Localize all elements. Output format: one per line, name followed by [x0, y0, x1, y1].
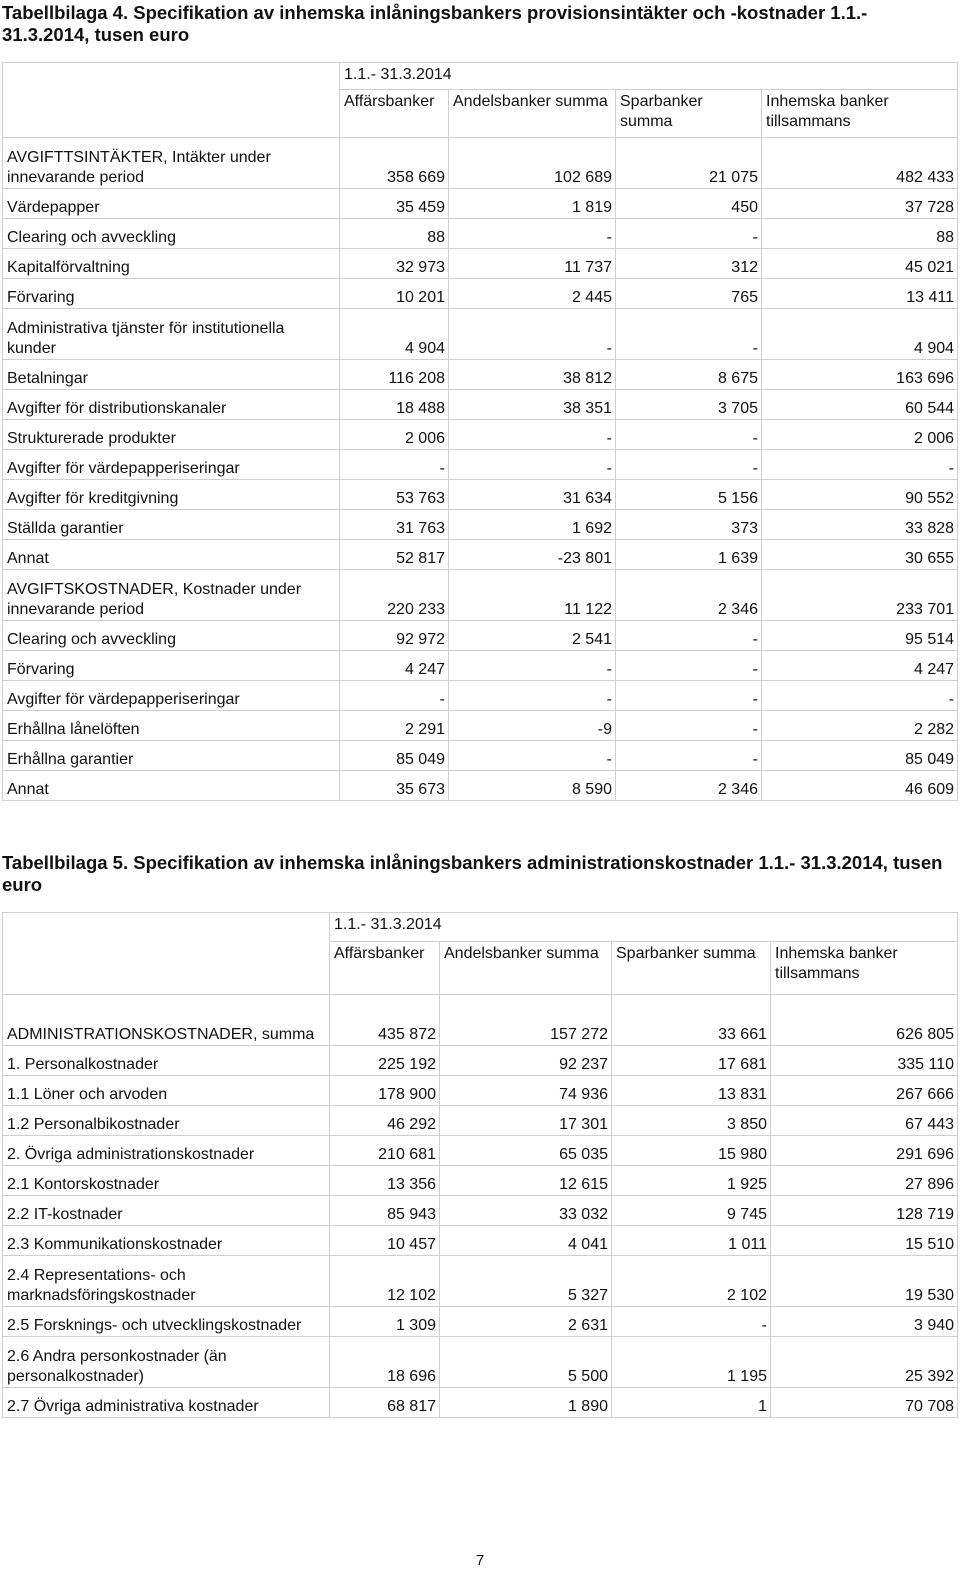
- row-label: 2.4 Representations- och marknadsföringskostnader: [3, 1256, 330, 1307]
- table-row: [3, 711, 958, 741]
- cell-value: 33 032: [440, 1196, 612, 1226]
- table-row: [3, 1136, 958, 1166]
- cell-value: 157 272: [440, 995, 612, 1046]
- cell-value: -: [449, 420, 616, 450]
- table-row: [3, 450, 958, 480]
- cell-value: 85 943: [330, 1196, 440, 1226]
- cell-value: 31 763: [340, 510, 449, 540]
- cell-value: -9: [449, 711, 616, 741]
- cell-value: 21 075: [616, 138, 762, 189]
- cell-value: 88: [762, 219, 958, 249]
- cell-value: 38 812: [449, 360, 616, 390]
- table-row: [3, 1166, 958, 1196]
- column-header: Andelsbanker summa: [449, 90, 616, 138]
- cell-value: 45 021: [762, 249, 958, 279]
- cell-value: 19 530: [771, 1256, 958, 1307]
- cell-value: 765: [616, 279, 762, 309]
- cell-value: -: [449, 741, 616, 771]
- row-label: Erhållna garantier: [3, 741, 340, 771]
- cell-value: 15 980: [612, 1136, 771, 1166]
- cell-value: 32 973: [340, 249, 449, 279]
- cell-value: 67 443: [771, 1106, 958, 1136]
- row-label: Ställda garantier: [3, 510, 340, 540]
- table-row: [3, 621, 958, 651]
- cell-value: 2 006: [340, 420, 449, 450]
- cell-value: 33 828: [762, 510, 958, 540]
- cell-value: 15 510: [771, 1226, 958, 1256]
- cell-value: 11 122: [449, 570, 616, 621]
- cell-value: 267 666: [771, 1076, 958, 1106]
- cell-value: 233 701: [762, 570, 958, 621]
- cell-value: 5 156: [616, 480, 762, 510]
- row-label: Kapitalförvaltning: [3, 249, 340, 279]
- row-label: AVGIFTTSINTÄKTER, Intäkter under innevarande period: [3, 138, 340, 189]
- row-label: ADMINISTRATIONSKOSTNADER, summa: [3, 995, 330, 1046]
- cell-value: 90 552: [762, 480, 958, 510]
- cell-value: 1: [612, 1388, 771, 1418]
- cell-value: 10 457: [330, 1226, 440, 1256]
- row-label: 2. Övriga administrationskostnader: [3, 1136, 330, 1166]
- row-label: AVGIFTSKOSTNADER, Kostnader under innevarande period: [3, 570, 340, 621]
- column-header: Inhemska banker tillsammans: [771, 942, 958, 995]
- cell-value: 4 904: [762, 309, 958, 360]
- cell-value: 2 631: [440, 1307, 612, 1337]
- row-label: Betalningar: [3, 360, 340, 390]
- column-header: Inhemska banker tillsammans: [762, 90, 958, 138]
- cell-value: 5 327: [440, 1256, 612, 1307]
- table-row: [3, 1046, 958, 1076]
- cell-value: 11 737: [449, 249, 616, 279]
- row-label: 2.2 IT-kostnader: [3, 1196, 330, 1226]
- cell-value: 220 233: [340, 570, 449, 621]
- cell-value: 68 817: [330, 1388, 440, 1418]
- cell-value: 2 445: [449, 279, 616, 309]
- column-header: Sparbanker summa: [612, 942, 771, 995]
- column-header: Affärsbanker: [330, 942, 440, 995]
- table-row: [3, 1337, 958, 1388]
- cell-value: 25 392: [771, 1337, 958, 1388]
- row-label: 1.1 Löner och arvoden: [3, 1076, 330, 1106]
- row-label: 1. Personalkostnader: [3, 1046, 330, 1076]
- row-label: 2.3 Kommunikationskostnader: [3, 1226, 330, 1256]
- cell-value: 17 301: [440, 1106, 612, 1136]
- cell-value: 4 041: [440, 1226, 612, 1256]
- cell-value: 85 049: [340, 741, 449, 771]
- cell-value: 9 745: [612, 1196, 771, 1226]
- cell-value: 31 634: [449, 480, 616, 510]
- cell-value: 3 940: [771, 1307, 958, 1337]
- cell-value: 2 291: [340, 711, 449, 741]
- cell-value: -: [616, 450, 762, 480]
- cell-value: 128 719: [771, 1196, 958, 1226]
- administration-costs-table: [2, 912, 958, 1418]
- cell-value: -: [449, 450, 616, 480]
- period-header: 1.1.- 31.3.2014: [340, 63, 958, 90]
- cell-value: 12 615: [440, 1166, 612, 1196]
- table-row: [3, 771, 958, 801]
- cell-value: -: [449, 219, 616, 249]
- cell-value: 102 689: [449, 138, 616, 189]
- cell-value: 18 488: [340, 390, 449, 420]
- table5-title: Tabellbilaga 5. Specifikation av inhemska inlåningsbankers administrationskostnader 1.1.- 31.3.2014, tusen euro: [2, 852, 943, 895]
- row-label: 2.1 Kontorskostnader: [3, 1166, 330, 1196]
- row-label: Avgifter för värdepapperiseringar: [3, 450, 340, 480]
- cell-value: 1 639: [616, 540, 762, 570]
- cell-value: 95 514: [762, 621, 958, 651]
- cell-value: 30 655: [762, 540, 958, 570]
- cell-value: -: [616, 219, 762, 249]
- row-label: Avgifter för distributionskanaler: [3, 390, 340, 420]
- table-row: [3, 510, 958, 540]
- cell-value: -: [449, 651, 616, 681]
- commission-table: [2, 62, 958, 801]
- cell-value: 312: [616, 249, 762, 279]
- table-row: [3, 279, 958, 309]
- cell-value: 4 247: [340, 651, 449, 681]
- cell-value: 38 351: [449, 390, 616, 420]
- table-row: [3, 189, 958, 219]
- table-row: [3, 138, 958, 189]
- cell-value: 2 006: [762, 420, 958, 450]
- cell-value: 1 925: [612, 1166, 771, 1196]
- column-header: Affärsbanker: [340, 90, 449, 138]
- cell-value: 626 805: [771, 995, 958, 1046]
- cell-value: 13 831: [612, 1076, 771, 1106]
- cell-value: 33 661: [612, 995, 771, 1046]
- cell-value: 13 411: [762, 279, 958, 309]
- row-label: Förvaring: [3, 279, 340, 309]
- cell-value: 70 708: [771, 1388, 958, 1418]
- table-row: [3, 651, 958, 681]
- cell-value: 2 102: [612, 1256, 771, 1307]
- table-row: [3, 1388, 958, 1418]
- row-label: Avgifter för värdepapperiseringar: [3, 681, 340, 711]
- table-row: [3, 1256, 958, 1307]
- cell-value: 1 011: [612, 1226, 771, 1256]
- table-row: [3, 681, 958, 711]
- cell-value: 92 972: [340, 621, 449, 651]
- cell-value: 1 309: [330, 1307, 440, 1337]
- table-row: [3, 249, 958, 279]
- cell-value: 37 728: [762, 189, 958, 219]
- cell-value: 18 696: [330, 1337, 440, 1388]
- cell-value: 60 544: [762, 390, 958, 420]
- cell-value: 1 890: [440, 1388, 612, 1418]
- cell-value: 1 195: [612, 1337, 771, 1388]
- header-corner-cell: [3, 63, 340, 138]
- cell-value: 2 282: [762, 711, 958, 741]
- cell-value: -: [340, 450, 449, 480]
- cell-value: 4 904: [340, 309, 449, 360]
- cell-value: 17 681: [612, 1046, 771, 1076]
- cell-value: 92 237: [440, 1046, 612, 1076]
- row-label: 2.5 Forsknings- och utvecklingskostnader: [3, 1307, 330, 1337]
- column-header: Sparbanker summa: [616, 90, 762, 138]
- cell-value: 35 673: [340, 771, 449, 801]
- cell-value: 178 900: [330, 1076, 440, 1106]
- row-label: Annat: [3, 540, 340, 570]
- cell-value: 450: [616, 189, 762, 219]
- cell-value: -: [762, 450, 958, 480]
- row-label: Förvaring: [3, 651, 340, 681]
- cell-value: 225 192: [330, 1046, 440, 1076]
- table-row: [3, 1307, 958, 1337]
- cell-value: 8 675: [616, 360, 762, 390]
- cell-value: 52 817: [340, 540, 449, 570]
- row-label: Erhållna lånelöften: [3, 711, 340, 741]
- cell-value: 10 201: [340, 279, 449, 309]
- cell-value: 5 500: [440, 1337, 612, 1388]
- table-row: [3, 219, 958, 249]
- row-label: Annat: [3, 771, 340, 801]
- row-label: 2.6 Andra personkostnader (än personalkostnader): [3, 1337, 330, 1388]
- table-row: [3, 995, 958, 1046]
- cell-value: 1 819: [449, 189, 616, 219]
- table-row: [3, 420, 958, 450]
- cell-value: -: [616, 651, 762, 681]
- cell-value: 74 936: [440, 1076, 612, 1106]
- row-label: Avgifter för kreditgivning: [3, 480, 340, 510]
- cell-value: -: [762, 681, 958, 711]
- cell-value: -: [449, 681, 616, 711]
- cell-value: -: [449, 309, 616, 360]
- table-row: [3, 309, 958, 360]
- table4-title: Tabellbilaga 4. Specifikation av inhemska inlåningsbankers provisionsintäkter och -kostnader 1.1.- 31.3.2014, tusen euro: [2, 2, 868, 45]
- cell-value: 335 110: [771, 1046, 958, 1076]
- column-header: Andelsbanker summa: [440, 942, 612, 995]
- table-row: [3, 741, 958, 771]
- table-row: [3, 480, 958, 510]
- row-label: Clearing och avveckling: [3, 621, 340, 651]
- cell-value: 3 705: [616, 390, 762, 420]
- cell-value: 2 541: [449, 621, 616, 651]
- cell-value: 53 763: [340, 480, 449, 510]
- cell-value: 12 102: [330, 1256, 440, 1307]
- cell-value: 358 669: [340, 138, 449, 189]
- row-label: Värdepapper: [3, 189, 340, 219]
- table-row: [3, 390, 958, 420]
- cell-value: 46 292: [330, 1106, 440, 1136]
- cell-value: 27 896: [771, 1166, 958, 1196]
- table-row: [3, 1196, 958, 1226]
- cell-value: 291 696: [771, 1136, 958, 1166]
- cell-value: 210 681: [330, 1136, 440, 1166]
- row-label: Strukturerade produkter: [3, 420, 340, 450]
- cell-value: 46 609: [762, 771, 958, 801]
- cell-value: 2 346: [616, 570, 762, 621]
- row-label: Administrativa tjänster för institutionella kunder: [3, 309, 340, 360]
- table-row: [3, 1226, 958, 1256]
- cell-value: 85 049: [762, 741, 958, 771]
- table-row: [3, 540, 958, 570]
- table-row: [3, 1106, 958, 1136]
- cell-value: -: [616, 681, 762, 711]
- cell-value: 482 433: [762, 138, 958, 189]
- page-number: 7: [475, 1552, 485, 1569]
- row-label: 1.2 Personalbikostnader: [3, 1106, 330, 1136]
- cell-value: -: [616, 621, 762, 651]
- row-label: Clearing och avveckling: [3, 219, 340, 249]
- cell-value: 8 590: [449, 771, 616, 801]
- cell-value: -: [612, 1307, 771, 1337]
- cell-value: 35 459: [340, 189, 449, 219]
- header-corner-cell: [3, 913, 330, 995]
- cell-value: 116 208: [340, 360, 449, 390]
- cell-value: 3 850: [612, 1106, 771, 1136]
- cell-value: 88: [340, 219, 449, 249]
- table-row: [3, 570, 958, 621]
- row-label: 2.7 Övriga administrativa kostnader: [3, 1388, 330, 1418]
- table-row: [3, 360, 958, 390]
- cell-value: 13 356: [330, 1166, 440, 1196]
- cell-value: 1 692: [449, 510, 616, 540]
- cell-value: -: [616, 711, 762, 741]
- cell-value: 4 247: [762, 651, 958, 681]
- cell-value: 373: [616, 510, 762, 540]
- cell-value: 65 035: [440, 1136, 612, 1166]
- cell-value: -: [616, 741, 762, 771]
- table-row: [3, 1076, 958, 1106]
- cell-value: -: [340, 681, 449, 711]
- cell-value: -23 801: [449, 540, 616, 570]
- cell-value: -: [616, 420, 762, 450]
- period-header: 1.1.- 31.3.2014: [330, 913, 958, 942]
- cell-value: 2 346: [616, 771, 762, 801]
- cell-value: -: [616, 309, 762, 360]
- cell-value: 435 872: [330, 995, 440, 1046]
- cell-value: 163 696: [762, 360, 958, 390]
